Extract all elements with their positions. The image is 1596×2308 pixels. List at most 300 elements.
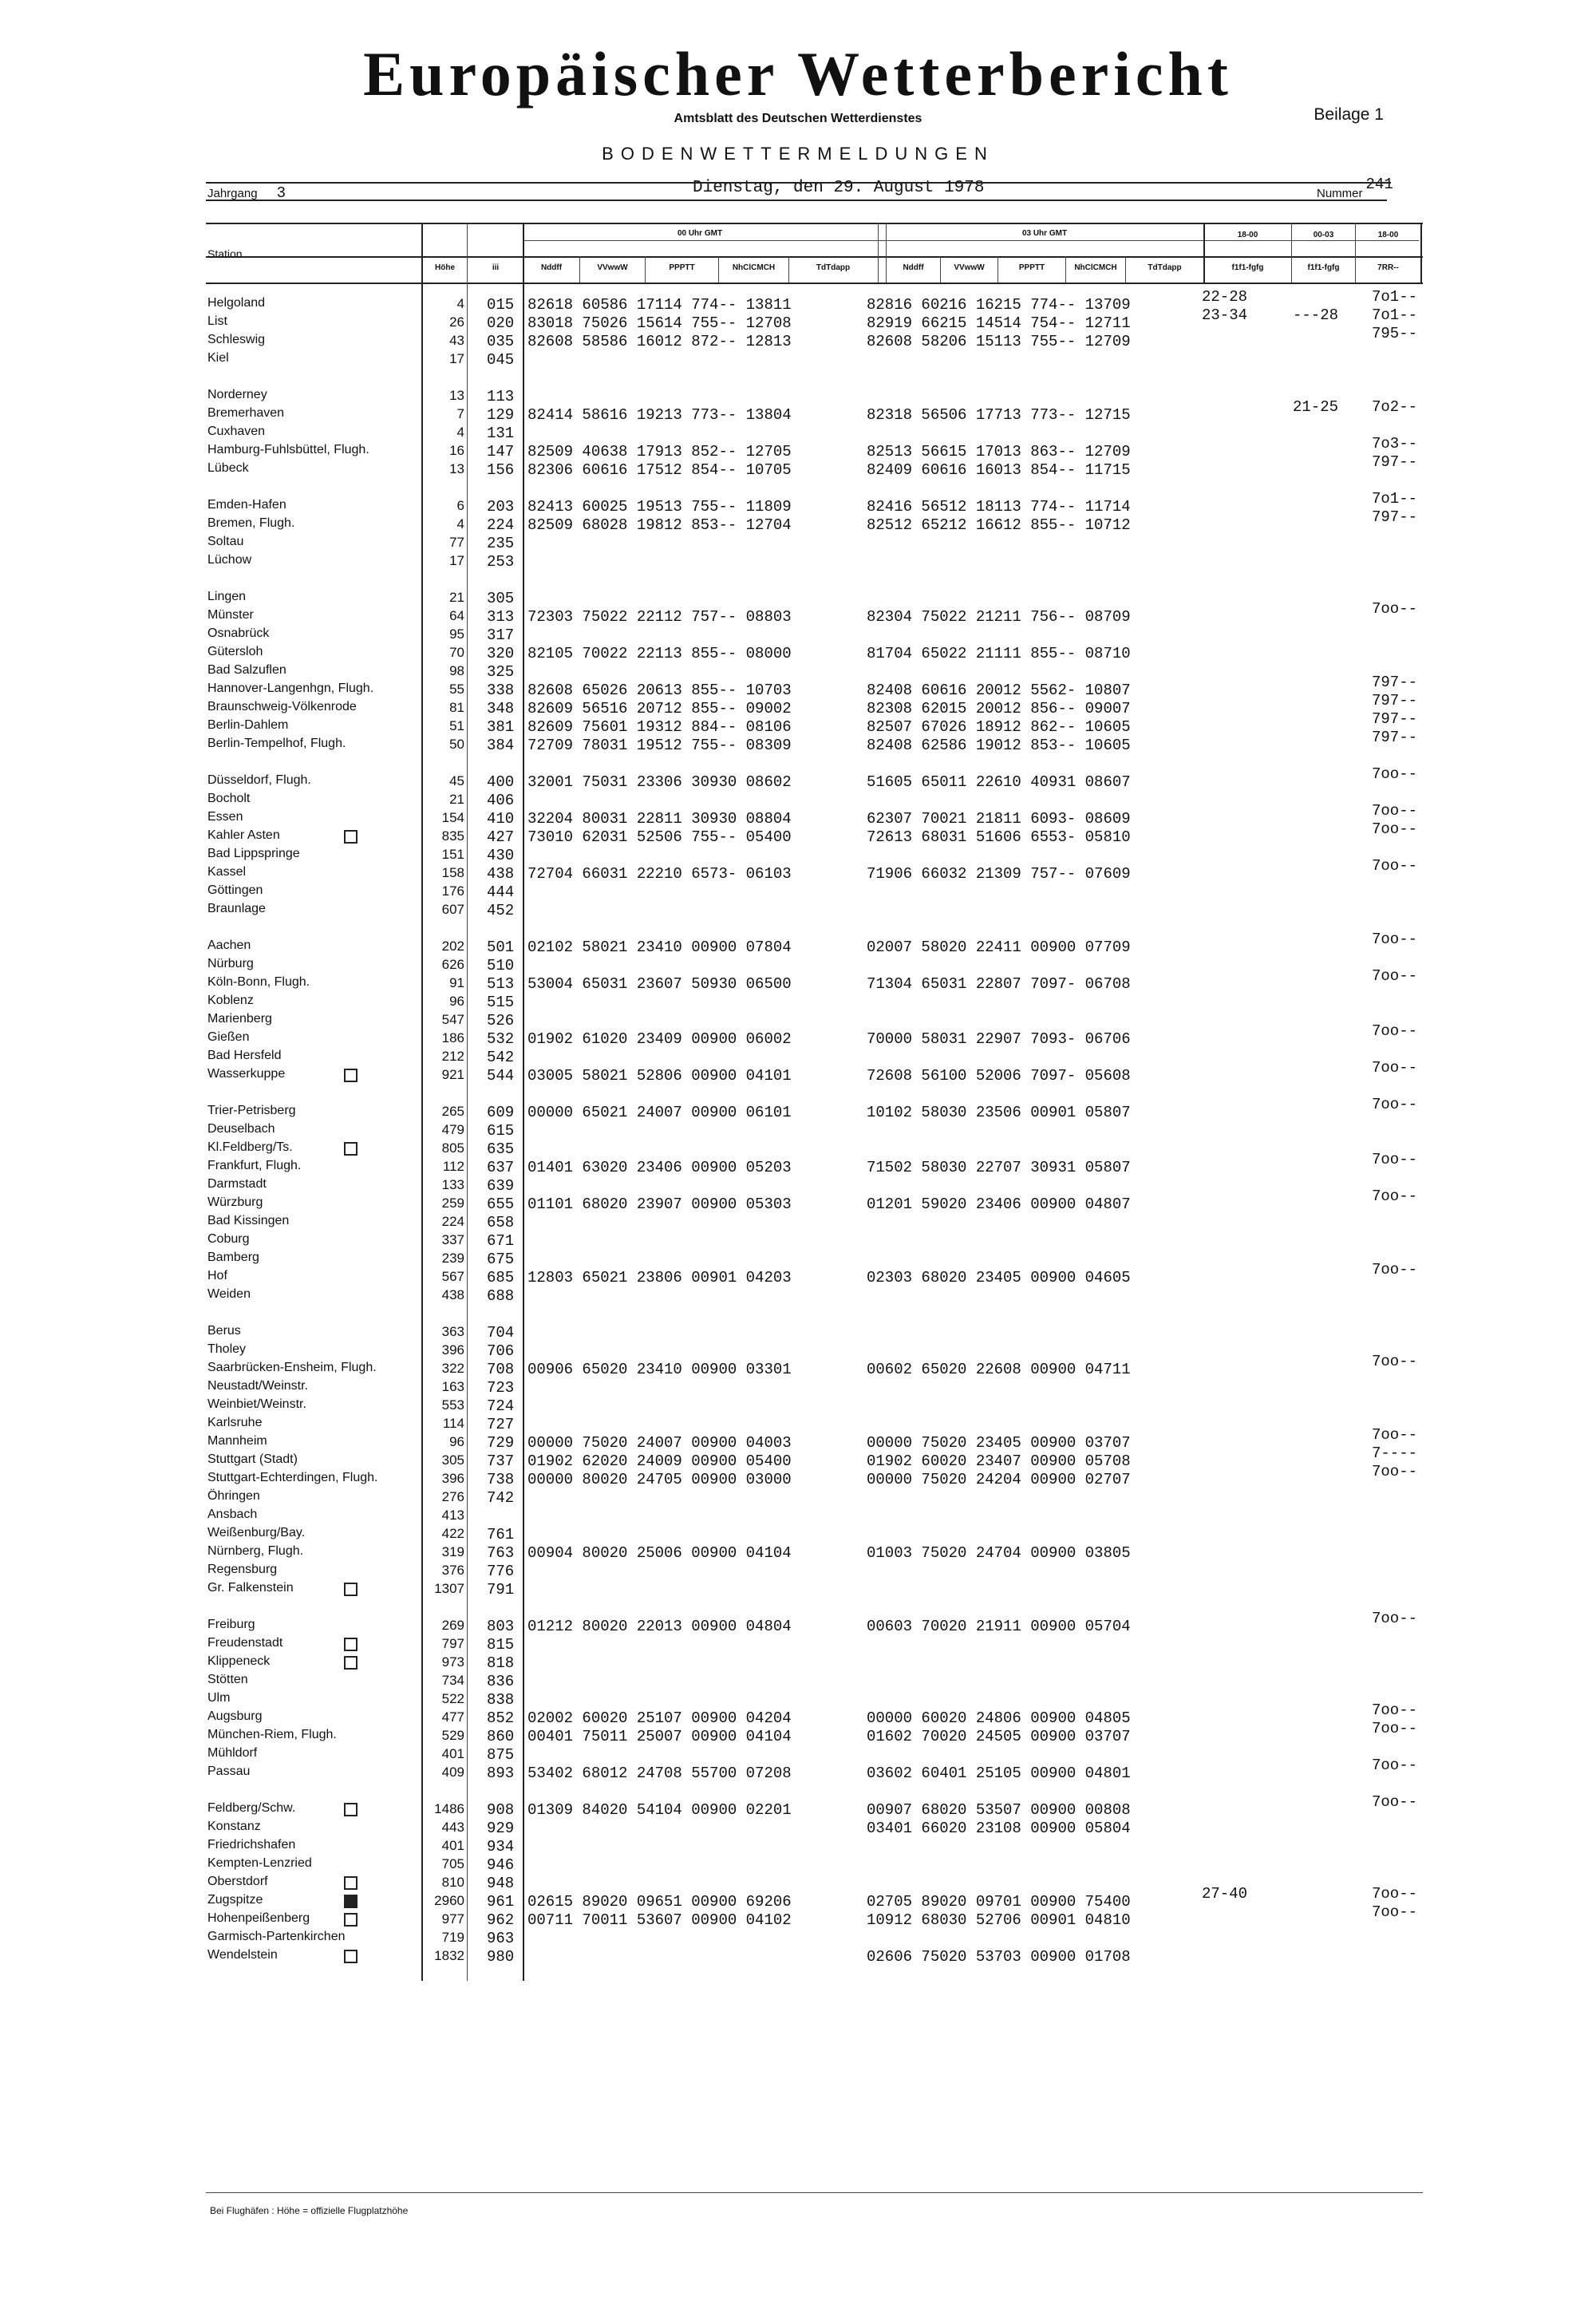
obs-03-gmt: 10102 58030 23506 00901 05807 [867, 1104, 1131, 1121]
rule-table-top [206, 223, 1423, 224]
station-index: 737 [487, 1452, 515, 1470]
mountain-station-square-icon [344, 1913, 358, 1927]
station-height: 112 [442, 1159, 464, 1174]
station-height: 479 [441, 1122, 464, 1137]
station-height: 259 [441, 1195, 464, 1211]
station-name: Berlin-Dahlem [207, 718, 289, 732]
station-index: 129 [487, 406, 515, 424]
precip-18-00: 7oo-- [1371, 1022, 1417, 1040]
precip-18-00: 7oo-- [1371, 1757, 1417, 1774]
obs-03-gmt: 82507 67026 18912 862-- 10605 [867, 718, 1131, 736]
station-height: 151 [441, 847, 464, 862]
table-row [0, 1488, 1596, 1506]
station-name: Soltau [207, 535, 244, 548]
station-index: 113 [487, 388, 515, 405]
obs-03-gmt: 70000 58031 22907 7093- 06706 [867, 1030, 1131, 1048]
station-name: Braunschweig-Völkenrode [207, 700, 357, 713]
station-name: Gütersloh [207, 645, 263, 658]
station-index: 035 [487, 333, 515, 350]
station-height: 401 [441, 1746, 464, 1761]
station-index: 427 [487, 828, 515, 846]
station-index: 675 [487, 1251, 515, 1268]
obs-03-gmt: 82318 56506 17713 773-- 12715 [867, 406, 1131, 424]
station-name: Weiden [207, 1287, 251, 1301]
table-row [0, 882, 1596, 900]
table-row [0, 931, 1596, 956]
obs-03-gmt: 03602 60401 25105 00900 04801 [867, 1765, 1131, 1782]
precip-18-00: 7oo-- [1371, 820, 1417, 838]
station-height: 363 [441, 1324, 464, 1339]
station-index: 305 [487, 590, 515, 607]
station-height: 422 [441, 1526, 464, 1541]
column-header-dewpoint: TdTdapp [816, 263, 851, 272]
station-name: Hof [207, 1269, 227, 1282]
obs-00-gmt: 82105 70022 22113 855-- 08000 [527, 645, 792, 662]
station-name: Karlsruhe [207, 1416, 263, 1429]
table-row [0, 1903, 1596, 1929]
station-name: Garmisch-Partenkirchen [207, 1930, 346, 1943]
station-index: 156 [487, 461, 515, 479]
rule-date [206, 200, 1387, 201]
column-header-vvwww: VVwwW [597, 263, 628, 272]
obs-00-gmt: 00904 80020 25006 00900 04104 [527, 1544, 792, 1562]
precip-18-00: 7oo-- [1371, 1701, 1417, 1719]
station-height: 797 [441, 1636, 464, 1651]
station-index: 655 [487, 1195, 515, 1213]
table-row [0, 551, 1596, 570]
precip-18-00: 7o3-- [1371, 435, 1417, 453]
station-height: 239 [441, 1251, 464, 1266]
station-index: 406 [487, 792, 515, 809]
table-row [0, 1396, 1596, 1414]
obs-00-gmt: 53402 68012 24708 55700 07208 [527, 1765, 792, 1782]
precip-18-00: 7oo-- [1371, 1426, 1417, 1444]
obs-03-gmt: 82608 58206 15113 755-- 12709 [867, 333, 1131, 350]
station-index: 708 [487, 1361, 515, 1378]
table-row [0, 643, 1596, 662]
station-height: 413 [441, 1508, 464, 1523]
obs-00-gmt: 82618 60586 17114 774-- 13811 [527, 296, 792, 314]
obs-00-gmt: 83018 75026 15614 755-- 12708 [527, 314, 792, 332]
precip-18-00: 7---- [1371, 1444, 1417, 1462]
station-height: 626 [441, 957, 464, 972]
station-name: Münster [207, 608, 254, 622]
obs-03-gmt: 82304 75022 21211 756-- 08709 [867, 608, 1131, 626]
station-height: 265 [441, 1104, 464, 1119]
station-index: 320 [487, 645, 515, 662]
station-name: Weinbiet/Weinstr. [207, 1397, 306, 1411]
station-height: 719 [441, 1930, 464, 1945]
station-index: 410 [487, 810, 515, 828]
obs-03-gmt: 82513 56615 17013 863-- 12709 [867, 443, 1131, 460]
obs-00-gmt: 12803 65021 23806 00901 04203 [527, 1269, 792, 1286]
table-row [0, 967, 1596, 993]
station-height: 26 [449, 314, 464, 330]
beilage-label: Beilage 1 [1314, 105, 1384, 124]
station-height: 154 [441, 810, 464, 825]
precip-18-00: 7oo-- [1371, 1463, 1417, 1480]
obs-00-gmt: 00906 65020 23410 00900 03301 [527, 1361, 792, 1378]
station-index: 685 [487, 1269, 515, 1286]
station-height: 163 [441, 1379, 464, 1394]
station-index: 317 [487, 626, 515, 644]
obs-03-gmt: 82416 56512 18113 774-- 11714 [867, 498, 1131, 516]
station-name: Neustadt/Weinstr. [207, 1379, 308, 1393]
table-row [0, 600, 1596, 626]
station-name: Emden-Hafen [207, 498, 286, 512]
station-name: Essen [207, 810, 243, 824]
column-header-ppptt: PPPTT [669, 263, 695, 272]
obs-03-gmt: 02606 75020 53703 00900 01708 [867, 1948, 1131, 1966]
station-name: Lübeck [207, 461, 249, 475]
mountain-station-square-icon [344, 830, 358, 844]
obs-03-gmt: 03401 66020 23108 00900 05804 [867, 1820, 1131, 1837]
group-spacer [0, 1304, 1596, 1322]
station-name: Mannheim [207, 1434, 267, 1448]
station-index: 860 [487, 1728, 515, 1745]
station-name: Trier-Petrisberg [207, 1104, 296, 1117]
station-index: 020 [487, 314, 515, 332]
obs-00-gmt: 82414 58616 19213 773-- 13804 [527, 406, 792, 424]
table-row [0, 1188, 1596, 1213]
station-index: 776 [487, 1563, 515, 1580]
station-height: 96 [449, 994, 464, 1009]
station-index: 706 [487, 1342, 515, 1360]
precip-18-00: 7oo-- [1371, 1059, 1417, 1077]
station-height: 1486 [434, 1801, 464, 1816]
obs-00-gmt: 01212 80020 22013 00900 04804 [527, 1618, 792, 1635]
table-row [0, 1286, 1596, 1304]
table-row [0, 453, 1596, 479]
obs-03-gmt: 00000 60020 24806 00900 04805 [867, 1709, 1131, 1727]
station-name: Würzburg [207, 1195, 263, 1209]
station-name: Koblenz [207, 994, 254, 1007]
station-index: 639 [487, 1177, 515, 1195]
station-index: 325 [487, 663, 515, 681]
station-index: 724 [487, 1397, 515, 1415]
station-index: 430 [487, 847, 515, 864]
station-index: 658 [487, 1214, 515, 1231]
obs-03-gmt: 82816 60216 16215 774-- 13709 [867, 296, 1131, 314]
station-name: Wendelstein [207, 1948, 278, 1962]
column-header-03-gmt: 03 Uhr GMT [1021, 229, 1068, 238]
table-row [0, 1855, 1596, 1873]
table-row [0, 1836, 1596, 1855]
gust-00-03: ---28 [1293, 306, 1339, 324]
station-name: Bremen, Flugh. [207, 516, 295, 530]
station-name: Göttingen [207, 883, 263, 897]
obs-03-gmt: 82409 60616 16013 854-- 11715 [867, 461, 1131, 479]
station-name: Bad Salzuflen [207, 663, 286, 677]
station-index: 637 [487, 1159, 515, 1176]
mountain-station-filled-square-icon [344, 1895, 358, 1908]
station-name: Stötten [207, 1673, 248, 1686]
station-index: 803 [487, 1618, 515, 1635]
column-header-ff-sub-2: f1f1-fgfg [1307, 263, 1340, 272]
station-index: 962 [487, 1911, 515, 1929]
station-name: Hannover-Langenhgn, Flugh. [207, 682, 374, 695]
precip-18-00: 7oo-- [1371, 1720, 1417, 1737]
station-height: 1307 [434, 1581, 464, 1596]
station-index: 348 [487, 700, 515, 717]
station-height: 547 [441, 1012, 464, 1027]
station-height: 522 [441, 1691, 464, 1706]
station-name: Bad Hersfeld [207, 1049, 282, 1062]
obs-03-gmt: 01902 60020 23407 00900 05708 [867, 1452, 1131, 1470]
table-row [0, 508, 1596, 534]
obs-00-gmt: 53004 65031 23607 50930 06500 [527, 975, 792, 993]
precip-18-00: 7oo-- [1371, 857, 1417, 875]
station-height: 51 [449, 718, 464, 733]
station-name: Friedrichshafen [207, 1838, 296, 1852]
station-name: Augsburg [207, 1709, 263, 1723]
station-height: 6 [456, 498, 464, 513]
station-name: Osnabrück [207, 626, 270, 640]
station-name: Schleswig [207, 333, 266, 346]
station-index: 045 [487, 351, 515, 369]
station-name: Kempten-Lenzried [207, 1856, 312, 1870]
station-index: 963 [487, 1930, 515, 1947]
rule-top [206, 182, 1391, 184]
obs-00-gmt: 02102 58021 23410 00900 07804 [527, 939, 792, 956]
precip-18-00: 7oo-- [1371, 600, 1417, 618]
precip-18-00: 7o1-- [1371, 306, 1417, 324]
station-name: Weißenburg/Bay. [207, 1526, 306, 1539]
precip-18-00: 797-- [1371, 453, 1417, 471]
obs-00-gmt: 72709 78031 19512 755-- 08309 [527, 737, 792, 754]
precip-18-00: 7oo-- [1371, 765, 1417, 783]
table-row [0, 398, 1596, 424]
station-height: 705 [441, 1856, 464, 1871]
obs-03-gmt: 01602 70020 24505 00900 03707 [867, 1728, 1131, 1745]
precip-18-00: 7oo-- [1371, 967, 1417, 985]
column-header-station: Station [207, 247, 243, 260]
station-index: 542 [487, 1049, 515, 1066]
table-row [0, 1463, 1596, 1488]
station-height: 438 [441, 1287, 464, 1302]
station-height: 202 [441, 939, 464, 954]
precip-18-00: 7oo-- [1371, 802, 1417, 820]
precip-18-00: 7o2-- [1371, 398, 1417, 416]
station-height: 401 [441, 1838, 464, 1853]
station-height: 91 [449, 975, 464, 990]
station-index: 875 [487, 1746, 515, 1764]
station-height: 50 [449, 737, 464, 752]
table-row [0, 765, 1596, 791]
group-spacer [0, 368, 1596, 386]
table-row [0, 1579, 1596, 1598]
nummer-label: Nummer [1317, 187, 1363, 200]
precip-18-00: 7oo-- [1371, 1793, 1417, 1811]
station-name: Berlin-Tempelhof, Flugh. [207, 737, 346, 750]
station-height: 17 [449, 553, 464, 568]
station-index: 727 [487, 1416, 515, 1433]
column-header-nddff: Nddff [540, 263, 563, 272]
obs-00-gmt: 82509 68028 19812 853-- 12704 [527, 516, 792, 534]
station-name: Bamberg [207, 1251, 259, 1264]
precip-18-00: 7oo-- [1371, 1096, 1417, 1113]
table-row [0, 729, 1596, 754]
precip-18-00: 797-- [1371, 674, 1417, 691]
obs-00-gmt: 00000 80020 24705 00900 03000 [527, 1471, 792, 1488]
station-index: 948 [487, 1875, 515, 1892]
station-height: 133 [441, 1177, 464, 1192]
table-row [0, 1561, 1596, 1579]
station-height: 305 [441, 1452, 464, 1468]
station-height: 276 [441, 1489, 464, 1504]
station-index: 671 [487, 1232, 515, 1250]
precip-18-00: 7o1-- [1371, 490, 1417, 508]
station-index: 444 [487, 883, 515, 901]
station-name: Gr. Falkenstein [207, 1581, 294, 1595]
station-height: 13 [449, 388, 464, 403]
station-index: 763 [487, 1544, 515, 1562]
obs-00-gmt: 01902 62020 24009 00900 05400 [527, 1452, 792, 1470]
obs-00-gmt: 00000 65021 24007 00900 06101 [527, 1104, 792, 1121]
precip-18-00: 797-- [1371, 692, 1417, 709]
station-index: 815 [487, 1636, 515, 1654]
station-name: Feldberg/Schw. [207, 1801, 296, 1815]
station-height: 55 [449, 682, 464, 697]
nummer-value: 241 [1365, 176, 1393, 193]
column-header-clouds-03: NhClCMCH [1074, 263, 1117, 272]
station-name: Hohenpeißenberg [207, 1911, 310, 1925]
station-name: Berus [207, 1324, 241, 1338]
precip-18-00: 7oo-- [1371, 1903, 1417, 1921]
station-name: Hamburg-Fuhlsbüttel, Flugh. [207, 443, 369, 456]
footnote: Bei Flughäfen : Höhe = offizielle Flugplatzhöhe [210, 2205, 409, 2216]
obs-03-gmt: 62307 70021 21811 6093- 08609 [867, 810, 1131, 828]
obs-00-gmt: 00000 75020 24007 00900 04003 [527, 1434, 792, 1452]
issue-date: Dienstag, den 29. August 1978 [693, 179, 985, 197]
gust-18-00: 27-40 [1202, 1885, 1248, 1903]
station-index: 961 [487, 1893, 515, 1911]
station-index: 934 [487, 1838, 515, 1855]
station-name: Lüchow [207, 553, 252, 567]
obs-00-gmt: 02615 89020 09651 00900 69206 [527, 1893, 792, 1911]
column-header-hoehe: Höhe [435, 263, 455, 272]
station-height: 176 [441, 883, 464, 899]
mountain-station-square-icon [344, 1142, 358, 1156]
station-index: 742 [487, 1489, 515, 1507]
mountain-station-square-icon [344, 1583, 358, 1596]
station-index: 381 [487, 718, 515, 736]
station-index: 729 [487, 1434, 515, 1452]
station-name: Stuttgart (Stadt) [207, 1452, 298, 1466]
station-height: 13 [449, 461, 464, 476]
gust-18-00: 23-34 [1202, 306, 1248, 324]
column-header-ff-sub-1: f1f1-fgfg [1231, 263, 1264, 272]
station-height: 337 [441, 1232, 464, 1247]
obs-03-gmt: 72613 68031 51606 6553- 05810 [867, 828, 1131, 846]
station-height: 95 [449, 626, 464, 642]
station-height: 77 [449, 535, 464, 550]
station-table-body [0, 288, 1596, 1966]
station-name: List [207, 314, 227, 328]
table-row [0, 1946, 1596, 1965]
station-index: 203 [487, 498, 515, 516]
table-row [0, 857, 1596, 883]
station-index: 510 [487, 957, 515, 974]
table-row [0, 1720, 1596, 1745]
station-height: 45 [449, 773, 464, 788]
table-row [0, 1524, 1596, 1543]
station-name: Oberstdorf [207, 1875, 268, 1888]
station-height: 376 [441, 1563, 464, 1578]
station-name: Düsseldorf, Flugh. [207, 773, 311, 787]
obs-00-gmt: 01101 68020 23907 00900 05303 [527, 1195, 792, 1213]
obs-03-gmt: 71502 58030 22707 30931 05807 [867, 1159, 1131, 1176]
station-index: 501 [487, 939, 515, 956]
table-row [0, 1543, 1596, 1561]
precip-18-00: 797-- [1371, 508, 1417, 526]
obs-03-gmt: 00000 75020 23405 00900 03707 [867, 1434, 1131, 1452]
table-row [0, 1096, 1596, 1121]
table-row [0, 1610, 1596, 1635]
station-index: 015 [487, 296, 515, 314]
table-row [0, 1757, 1596, 1782]
station-height: 396 [441, 1342, 464, 1358]
station-height: 396 [441, 1471, 464, 1486]
table-row [0, 900, 1596, 919]
station-index: 384 [487, 737, 515, 754]
station-name: Marienberg [207, 1012, 272, 1026]
table-row [0, 1059, 1596, 1085]
station-height: 96 [449, 1434, 464, 1449]
obs-03-gmt: 10912 68030 52706 00901 04810 [867, 1911, 1131, 1929]
obs-00-gmt: 82609 75601 19312 884-- 08106 [527, 718, 792, 736]
station-index: 838 [487, 1691, 515, 1709]
station-index: 253 [487, 553, 515, 571]
obs-03-gmt: 82308 62015 20012 856-- 09007 [867, 700, 1131, 717]
station-height: 4 [456, 516, 464, 532]
station-name: Kl.Feldberg/Ts. [207, 1140, 293, 1154]
precip-18-00: 7oo-- [1371, 931, 1417, 948]
station-height: 607 [441, 902, 464, 917]
section-title: BODENWETTERMELDUNGEN [602, 144, 994, 164]
station-name: Nürburg [207, 957, 254, 970]
station-height: 114 [442, 1416, 464, 1431]
station-height: 21 [449, 792, 464, 807]
mountain-station-square-icon [344, 1876, 358, 1890]
station-height: 212 [441, 1049, 464, 1064]
station-name: Kassel [207, 865, 247, 879]
station-index: 688 [487, 1287, 515, 1305]
station-name: Bocholt [207, 792, 251, 805]
precip-18-00: 797-- [1371, 710, 1417, 728]
station-name: Ansbach [207, 1508, 258, 1521]
station-name: Kahler Asten [207, 828, 280, 842]
station-index: 893 [487, 1765, 515, 1782]
obs-03-gmt: 71906 66032 21309 757-- 07609 [867, 865, 1131, 883]
station-height: 322 [441, 1361, 464, 1376]
station-name: Bad Kissingen [207, 1214, 290, 1227]
station-index: 615 [487, 1122, 515, 1140]
table-row [0, 820, 1596, 846]
station-index: 147 [487, 443, 515, 460]
table-row [0, 1928, 1596, 1946]
station-index: 513 [487, 975, 515, 993]
table-row [0, 1322, 1596, 1341]
station-name: Wasserkuppe [207, 1067, 286, 1081]
precip-18-00: 7oo-- [1371, 1353, 1417, 1370]
table-row [0, 325, 1596, 350]
obs-00-gmt: 32204 80031 22811 30930 08804 [527, 810, 792, 828]
obs-03-gmt: 71304 65031 22807 7097- 06708 [867, 975, 1131, 993]
table-row [0, 350, 1596, 368]
station-name: Konstanz [207, 1820, 261, 1833]
column-header-ff-00-03: 00-03 [1313, 231, 1334, 239]
